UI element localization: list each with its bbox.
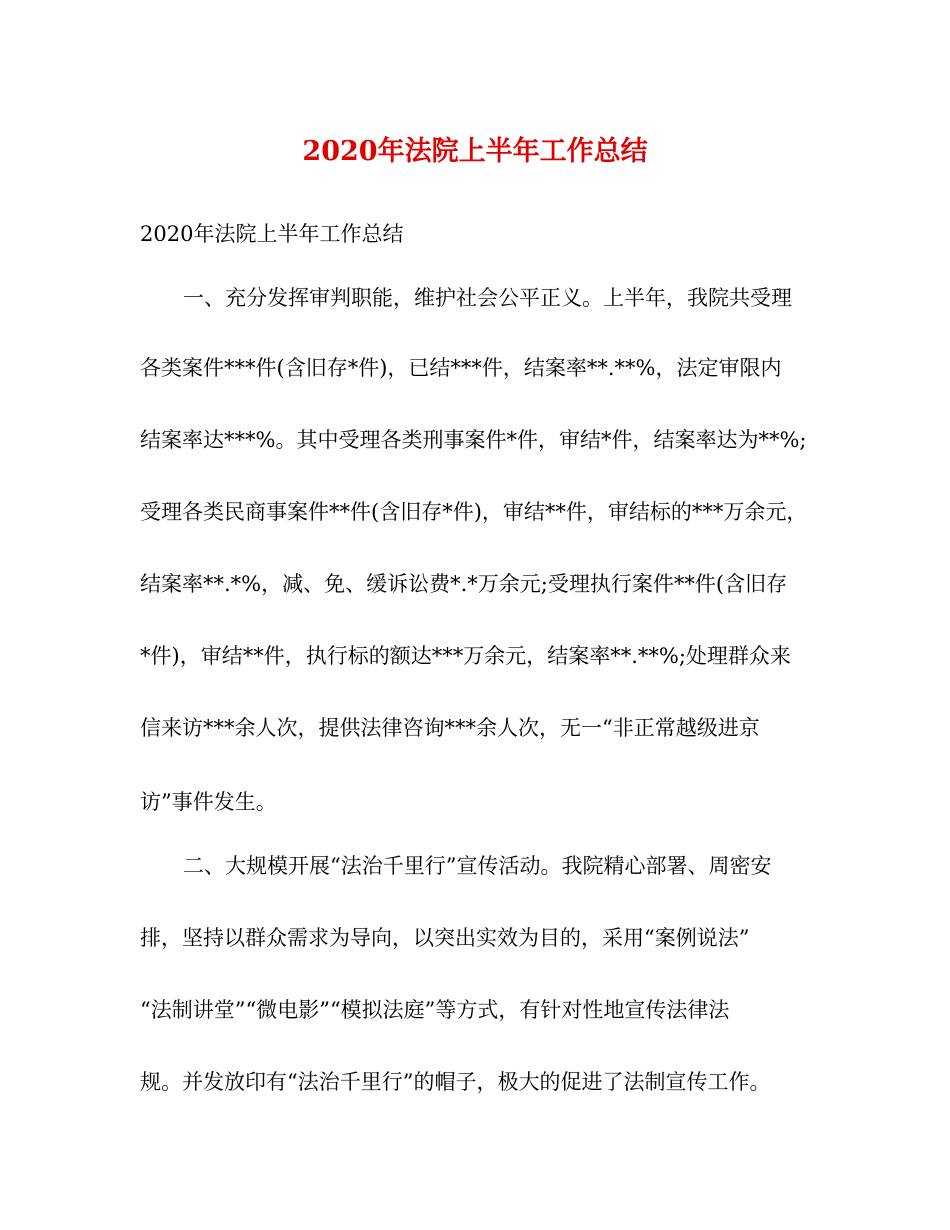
paragraph-line: *件)，审结**件，执行标的额达***万余元，结案率**.**%;处理群众来	[140, 644, 791, 668]
paragraph-line: 结案率**.*%，减、免、缓诉讼费*.*万余元;受理执行案件**件(含旧存	[140, 572, 788, 596]
paragraph-line: 结案率达***%。其中受理各类刑事案件*件，审结*件，结案率达为**%;	[140, 428, 807, 452]
document-subtitle: 2020年法院上半年工作总结	[140, 222, 404, 246]
paragraph-line: 一、充分发挥审判职能，维护社会公平正义。上半年，我院共受理	[183, 286, 792, 310]
paragraph-line: 排，坚持以群众需求为导向，以突出实效为目的，采用“案例说法”	[140, 926, 750, 950]
paragraph-line: 规。并发放印有“法治千里行”的帽子，极大的促进了法制宣传工作。	[140, 1070, 771, 1094]
paragraph-line: 二、大规模开展“法治千里行”宣传活动。我院精心部署、周密安	[183, 854, 772, 878]
paragraph-line: 信来访***余人次，提供法律咨询***余人次，无一“非正常越级进京	[140, 716, 760, 740]
document-title: 2020年法院上半年工作总结	[302, 136, 648, 167]
paragraph-line: 各类案件***件(含旧存*件)，已结***件，结案率**.**%，法定审限内	[140, 356, 782, 380]
paragraph-line: “法制讲堂”“微电影”“模拟法庭”等方式，有针对性地宣传法律法	[140, 998, 730, 1022]
paragraph-line: 访”事件发生。	[140, 790, 277, 814]
paragraph-line: 受理各类民商事案件**件(含旧存*件)，审结**件，审结标的***万余元，	[140, 500, 808, 524]
